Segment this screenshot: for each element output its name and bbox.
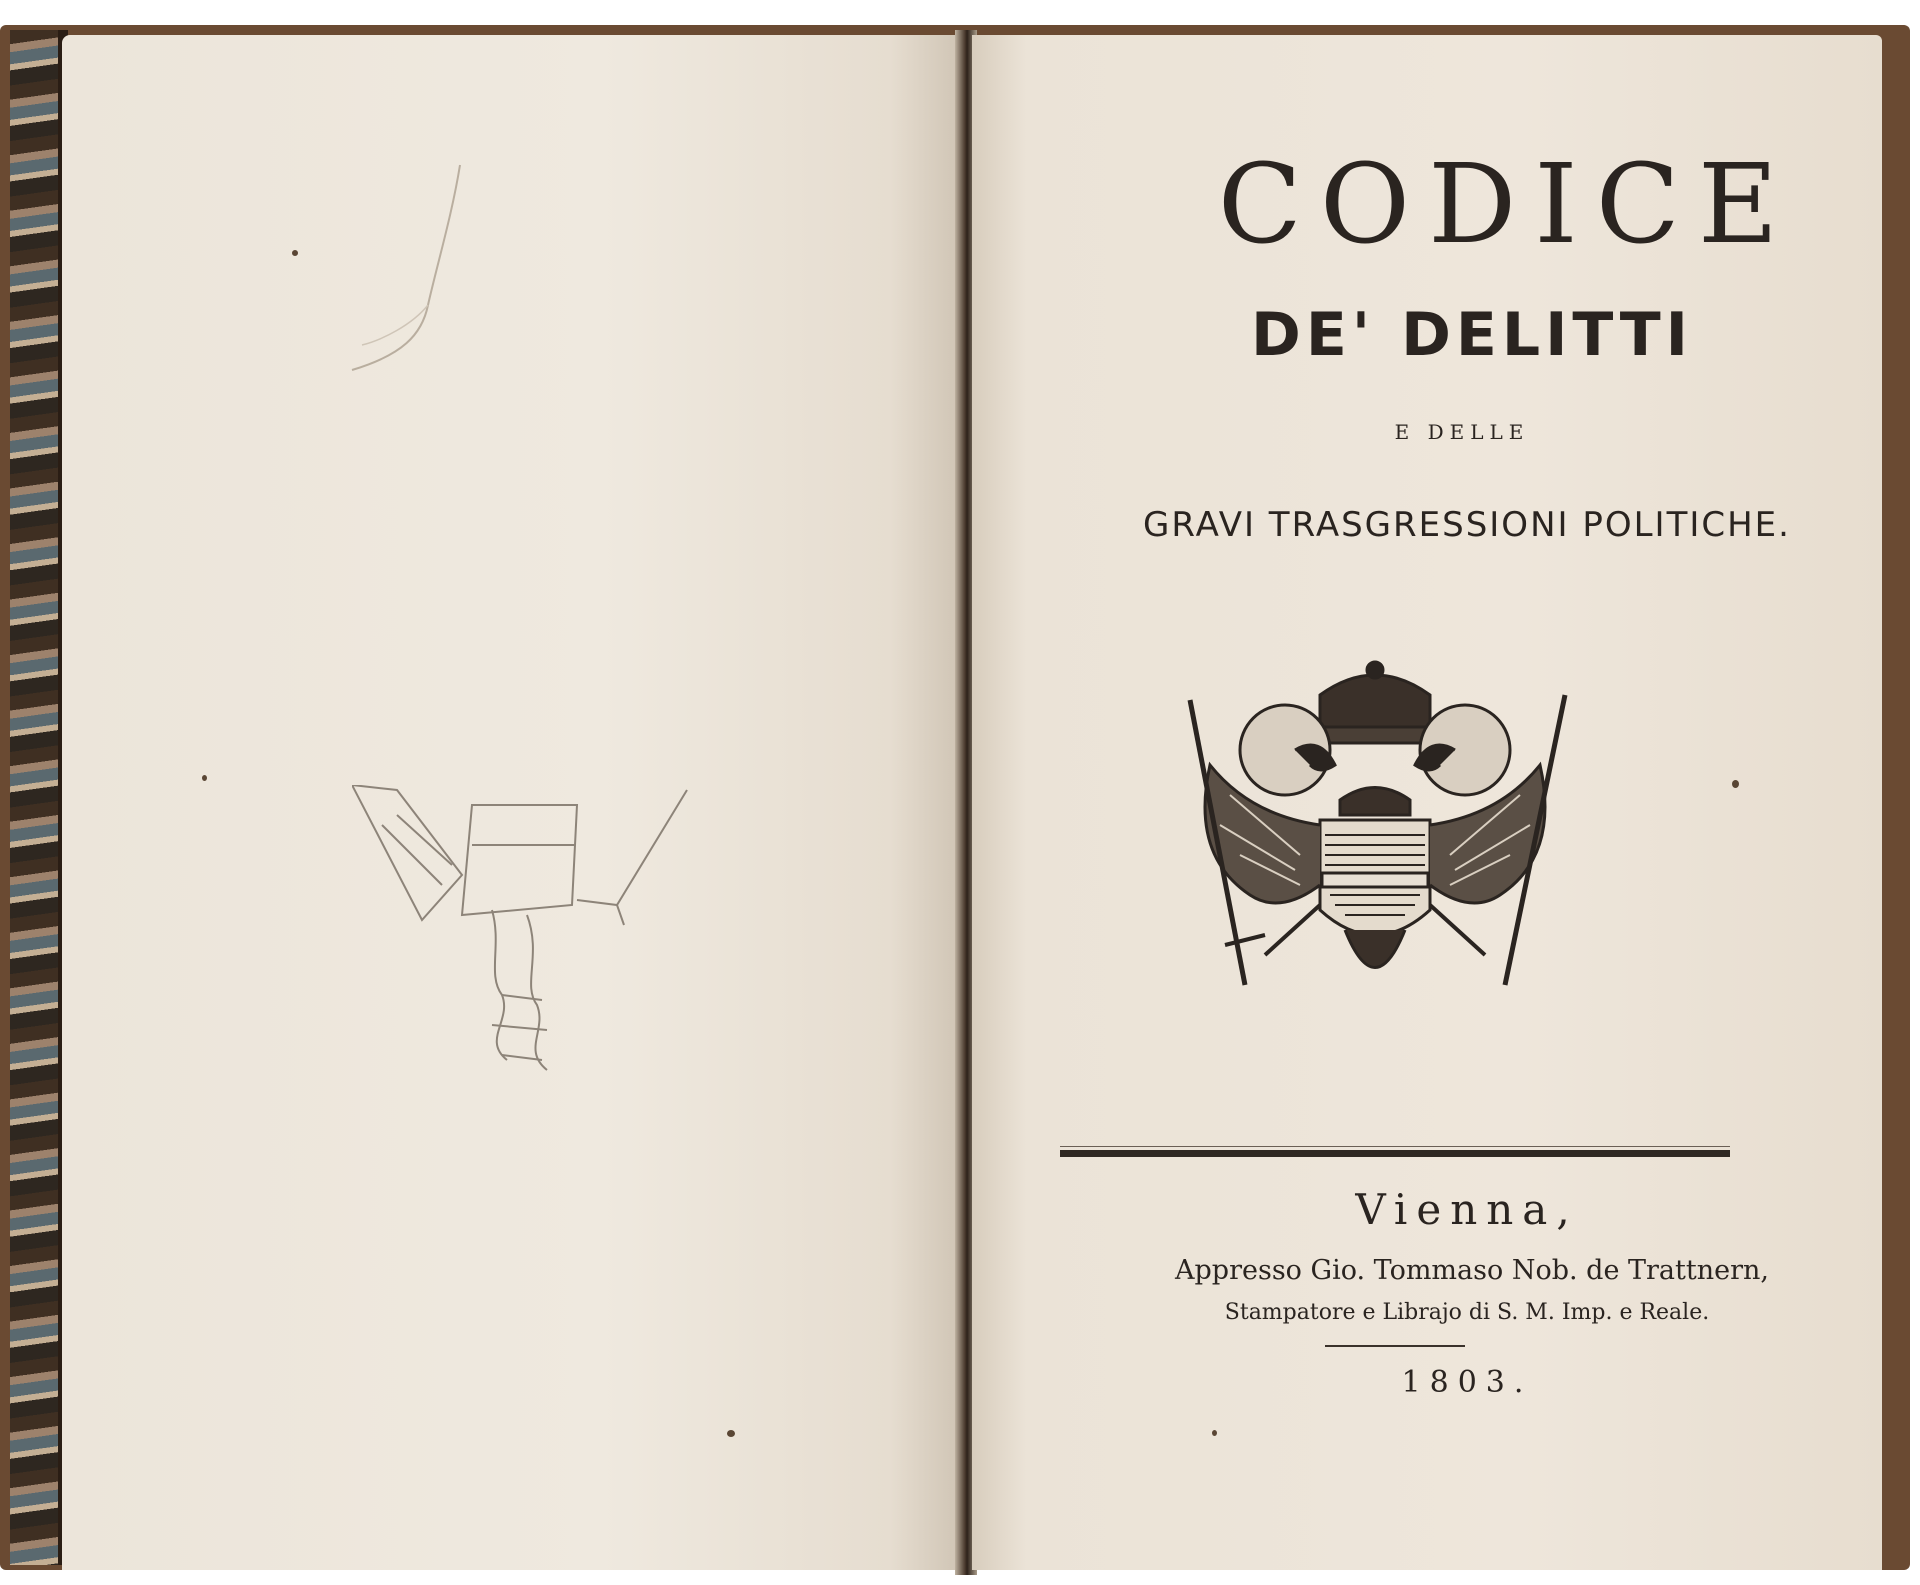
book-title-subtitle: DE' DELITTI — [1251, 300, 1693, 370]
marbled-endpaper — [10, 30, 65, 1565]
foxing-spot — [727, 1430, 735, 1437]
imprint-printer: Appresso Gio. Tommaso Nob. de Trattnern, — [1175, 1255, 1769, 1286]
divider-rule — [1060, 1150, 1730, 1157]
pencil-sketch-icon — [352, 785, 772, 1085]
foxing-spot — [292, 250, 298, 256]
divider-rule-short — [1325, 1345, 1465, 1347]
divider-rule-thin — [1060, 1146, 1730, 1147]
imprint-printer-title: Stampatore e Librajo di S. M. Imp. e Reale. — [1224, 1300, 1710, 1325]
book-title-connector: E DELLE — [1394, 420, 1530, 444]
foxing-spot — [202, 775, 207, 781]
book-title-main: CODICE — [1217, 140, 1797, 268]
crease-mark-icon — [342, 155, 542, 395]
blank-flyleaf-page — [62, 35, 962, 1570]
imprint-year: 1803. — [1401, 1365, 1533, 1400]
double-headed-eagle-icon — [1170, 655, 1580, 1005]
imprint-city: Vienna, — [1355, 1185, 1579, 1234]
book-title-tail: GRAVI TRASGRESSIONI POLITICHE. — [1143, 505, 1791, 545]
